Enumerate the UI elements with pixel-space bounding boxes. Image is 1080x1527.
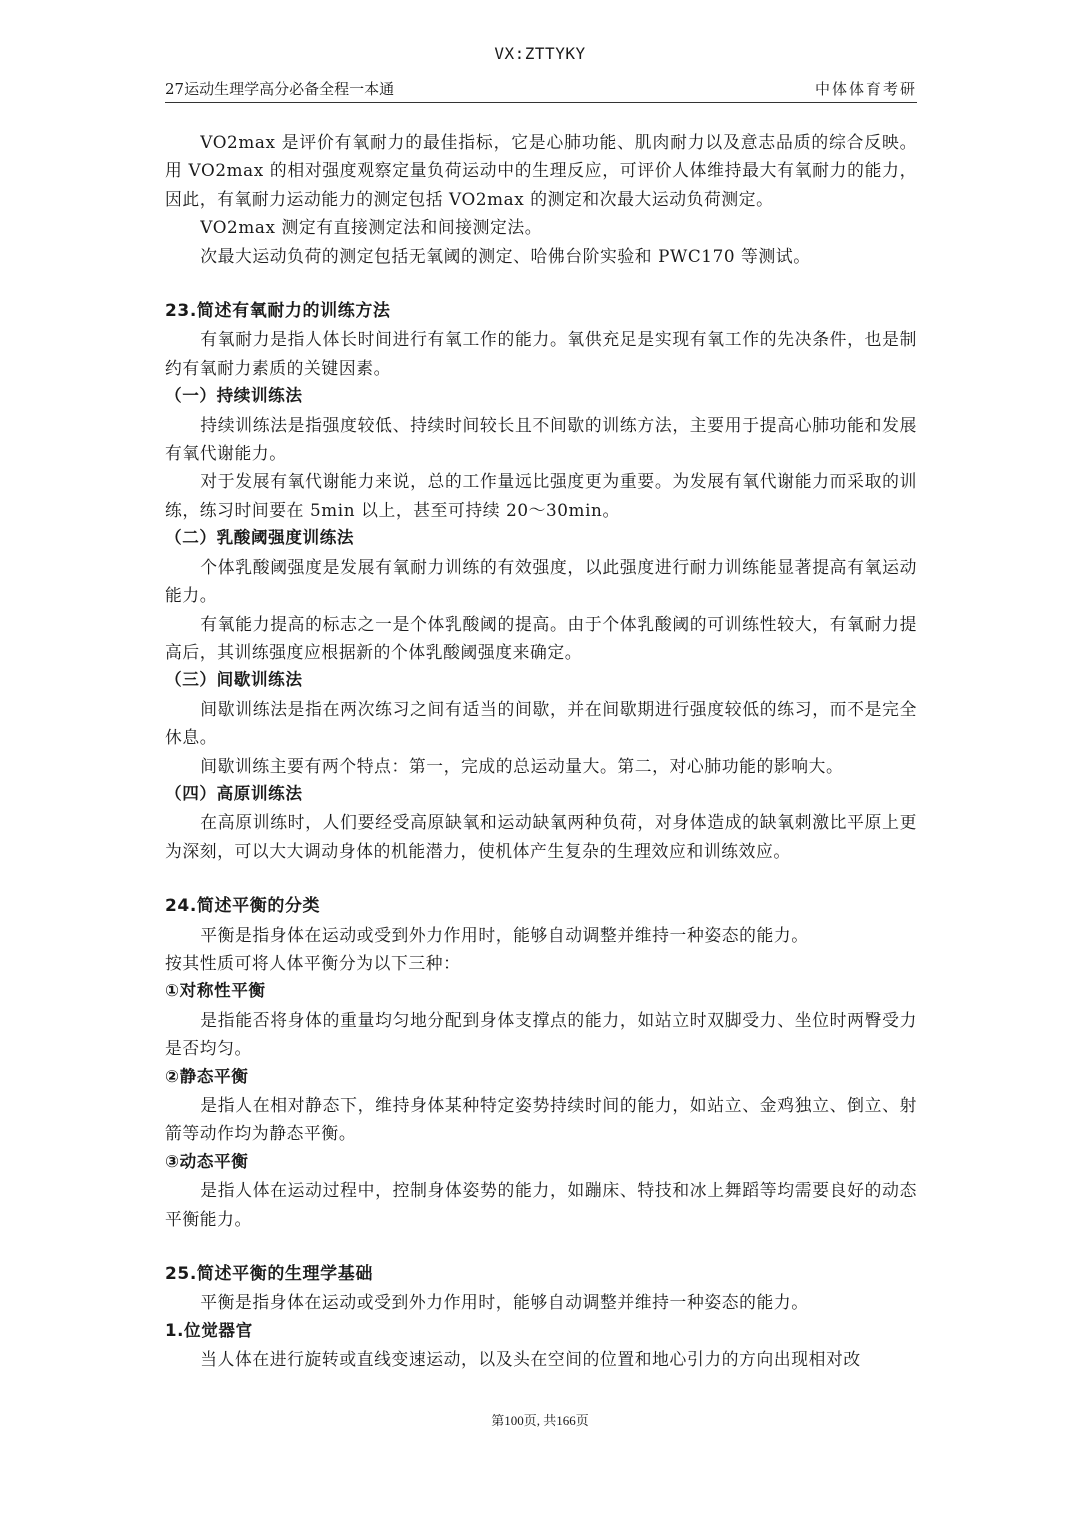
paragraph: 是指能否将身体的重量均匀地分配到身体支撑点的能力，如站立时双脚受力、坐位时两臀受力是否均匀。 bbox=[165, 1009, 917, 1059]
paragraph: 次最大运动负荷的测定包括无氧阈的测定、哈佛台阶实验和 PWC170 等测试。 bbox=[200, 245, 811, 266]
page-content bbox=[165, 128, 917, 1374]
section-title-24: 24.简述平衡的分类 bbox=[165, 896, 321, 917]
watermark-text: VX:ZTTYKY bbox=[494, 44, 586, 63]
book-title: 27运动生理学高分必备全程一本通 bbox=[165, 80, 395, 98]
subsection-title: ②静态平衡 bbox=[165, 1066, 249, 1086]
publisher-name: 中体体育考研 bbox=[814, 80, 917, 98]
paragraph: 当人体在进行旋转或直线变速运动，以及头在空间的位置和地心引力的方向出现相对改 bbox=[200, 1349, 861, 1370]
paragraph: 是指人在相对静态下，维持身体某种特定姿势持续时间的能力，如站立、金鸡独立、倒立、射箭等动作均为静态平衡。 bbox=[165, 1095, 917, 1144]
paragraph: VO2max 是评价有氧耐力的最佳指标，它是心肺功能、肌肉耐力以及意志品质的综合反映。用 VO2max 的相对强度观察定量负荷运动中的生理反应，可评价人体维持最大有氧耐力的能力，因此，有氧耐力运动能力的测定包括 VO2max 的测定和次最大运动负荷测定。 bbox=[165, 132, 917, 209]
page-header bbox=[165, 78, 917, 103]
subsection-title: ③动态平衡 bbox=[165, 1151, 249, 1171]
subsection-title: （二）乳酸阈强度训练法 bbox=[165, 528, 355, 548]
subsection-title: 1.位觉器官 bbox=[165, 1320, 253, 1340]
paragraph: 有氧耐力是指人体长时间进行有氧工作的能力。氧供充足是实现有氧工作的先决条件，也是制约有氧耐力素质的关键因素。 bbox=[165, 329, 917, 378]
paragraph: 间歇训练法是指在两次练习之间有适当的间歇，并在间歇期进行强度较低的练习，而不是完全休息。 bbox=[165, 698, 917, 748]
paragraph: 对于发展有氧代谢能力来说，总的工作量远比强度更为重要。为发展有氧代谢能力而采取的训练，练习时间要在 5min 以上，甚至可持续 20～30min。 bbox=[165, 471, 917, 520]
subsection-title: （四）高原训练法 bbox=[165, 783, 303, 803]
paragraph: 是指人体在运动过程中，控制身体姿势的能力，如蹦床、特技和冰上舞蹈等均需要良好的动态平衡能力。 bbox=[165, 1180, 917, 1229]
paragraph: 有氧能力提高的标志之一是个体乳酸阈的提高。由于个体乳酸阈的可训练性较大，有氧耐力提高后，其训练强度应根据新的个体乳酸阈强度来确定。 bbox=[165, 613, 917, 662]
paragraph: 间歇训练主要有两个特点：第一，完成的总运动量大。第二，对心肺功能的影响大。 bbox=[200, 755, 844, 776]
subsection-title: （三）间歇训练法 bbox=[165, 670, 303, 690]
paragraph: 持续训练法是指强度较低、持续时间较长且不间歇的训练方法，主要用于提高心肺功能和发展有氧代谢能力。 bbox=[165, 414, 917, 464]
subsection-title: ①对称性平衡 bbox=[165, 981, 266, 1001]
section-title-25: 25.简述平衡的生理学基础 bbox=[165, 1264, 373, 1285]
paragraph: 在高原训练时，人们要经受高原缺氧和运动缺氧两种负荷，对身体造成的缺氧刺激比平原上更为深刻，可以大大调动身体的机能潜力，使机体产生复杂的生理效应和训练效应。 bbox=[165, 812, 917, 861]
subsection-title: （一）持续训练法 bbox=[165, 386, 303, 406]
paragraph: VO2max 测定有直接测定法和间接测定法。 bbox=[200, 217, 543, 238]
section-title-23: 23.简述有氧耐力的训练方法 bbox=[165, 301, 391, 322]
paragraph: 个体乳酸阈强度是发展有氧耐力训练的有效强度，以此强度进行耐力训练能显著提高有氧运动能力。 bbox=[165, 556, 917, 606]
paragraph: 平衡是指身体在运动或受到外力作用时，能够自动调整并维持一种姿态的能力。 bbox=[200, 1292, 809, 1313]
paragraph: 按其性质可将人体平衡分为以下三种： bbox=[165, 952, 461, 973]
paragraph: 平衡是指身体在运动或受到外力作用时，能够自动调整并维持一种姿态的能力。 bbox=[200, 924, 809, 945]
page-number: 第100页, 共166页 bbox=[491, 1413, 589, 1428]
